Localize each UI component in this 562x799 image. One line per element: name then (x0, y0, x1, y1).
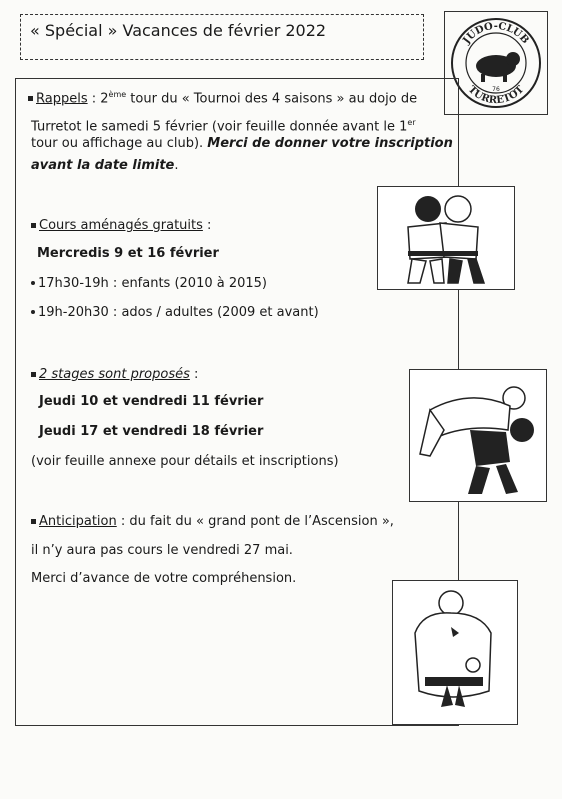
page-title: « Spécial » Vacances de février 2022 (30, 21, 327, 40)
rappels-sup-1: ème (108, 90, 127, 99)
rappels-text-4-end: . (174, 158, 179, 173)
stage-1: Jeudi 10 et vendredi 11 février (39, 394, 264, 409)
cours-slot-2-text: 19h-20h30 : ados / adultes (2009 et avant) (38, 305, 319, 320)
rappels-text-1b: tour du « Tournoi des 4 saisons » au dojo de (126, 91, 418, 107)
logo-bottom-text: TURRETOT (465, 84, 527, 107)
rappels-text-3b: Merci de donner votre inscription (207, 136, 453, 151)
anticipation-text-1: : du fait du « grand pont de l’Ascension », (116, 514, 394, 529)
rappels-label: Rappels (36, 91, 88, 107)
stages-heading (31, 367, 198, 383)
bullet-icon (31, 223, 36, 228)
rappels-text-3a: tour ou affichage au club). (31, 136, 208, 151)
anticipation-label: Anticipation (39, 514, 117, 529)
bullet-icon (31, 519, 36, 524)
stage-2: Jeudi 17 et vendredi 18 février (39, 424, 264, 439)
cours-dates: Mercredis 9 et 16 février (37, 246, 219, 261)
rappels-line-2 (31, 115, 416, 135)
anticipation-line-2: il n’y aura pas cours le vendredi 27 mai. (31, 543, 293, 558)
judo-club-logo (445, 12, 547, 114)
rappels-sup-2: er (407, 118, 416, 127)
judo-seoi-illustration (409, 369, 547, 502)
judo-throw-illustration (377, 186, 515, 290)
rappels-text-1a: : 2 (87, 91, 109, 107)
cours-label: Cours aménagés gratuits (39, 218, 203, 233)
rappels-line-3 (31, 136, 453, 152)
dot-icon (31, 281, 35, 285)
rappels-text-4: avant la date limite (31, 158, 175, 173)
club-logo-frame (444, 11, 548, 115)
rappels-line-4 (31, 158, 179, 174)
rappels-line-1 (28, 87, 417, 107)
rappels-text-2: Turretot le samedi 5 février (voir feuille donnée avant le 1 (31, 119, 408, 135)
dot-icon (31, 310, 35, 314)
logo-number: 76 (492, 86, 500, 93)
cours-heading (31, 218, 211, 234)
stages-label: 2 stages sont proposés (39, 367, 190, 382)
cours-slot-1-text: 17h30-19h : enfants (2010 à 2015) (38, 276, 268, 291)
cours-label-end: : (202, 218, 212, 233)
anticipation-line-1 (31, 514, 394, 530)
svg-text:JUDO-CLUB (461, 21, 531, 47)
stages-label-end: : (189, 367, 199, 382)
cours-slot-1 (31, 276, 267, 292)
stages-note: (voir feuille annexe pour détails et inscriptions) (31, 454, 339, 469)
anticipation-line-3: Merci d’avance de votre compréhension. (31, 571, 297, 586)
judoka-bowing-illustration (392, 580, 518, 725)
bullet-icon (28, 96, 33, 101)
logo-top-text: JUDO-CLUB (461, 20, 531, 47)
bullet-icon (31, 372, 36, 377)
cours-slot-2 (31, 305, 319, 321)
